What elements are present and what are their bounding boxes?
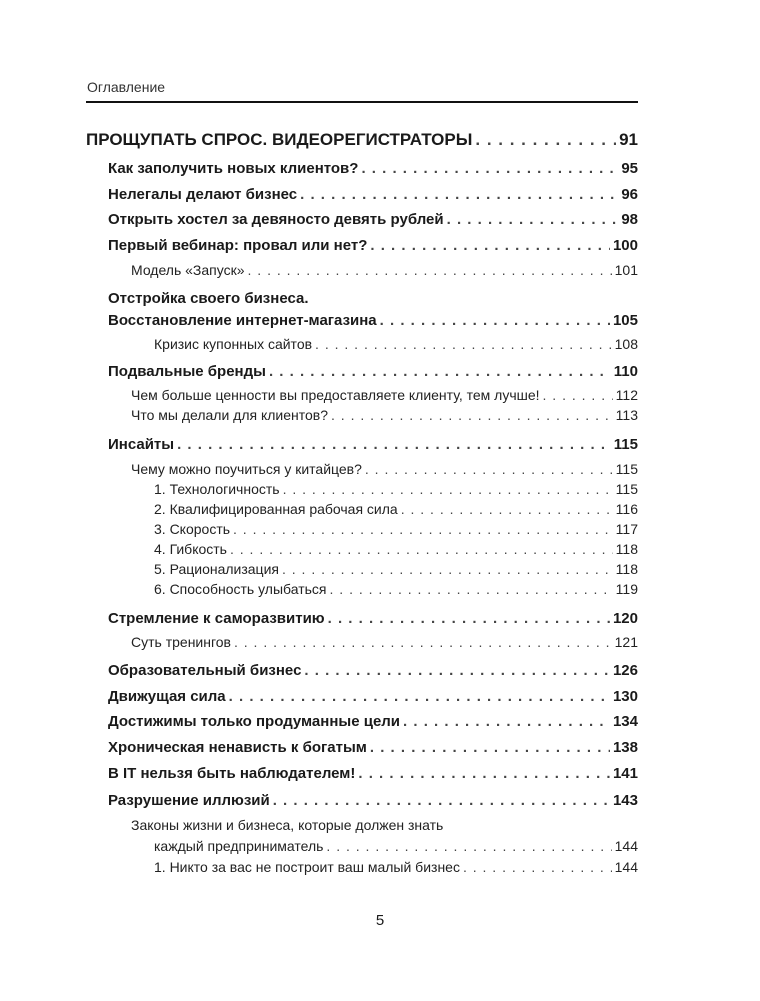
toc-leader-dots	[403, 713, 610, 730]
toc-leader-dots	[328, 610, 610, 627]
toc-subentry	[154, 521, 638, 537]
toc-entry	[108, 713, 638, 730]
toc-entry-page: 113	[615, 407, 638, 423]
toc-subentry	[131, 262, 638, 278]
toc-entry-title: 6. Способность улыбаться	[154, 581, 327, 597]
toc-entry-page: 144	[614, 859, 638, 875]
toc-leader-dots	[358, 765, 610, 782]
toc-leader-dots	[370, 739, 610, 756]
header-rule	[86, 101, 638, 103]
toc-entry-page: 105	[612, 312, 638, 329]
toc-entry-title: Движущая сила	[108, 688, 226, 705]
toc-leader-dots	[269, 363, 611, 380]
toc-leader-dots	[248, 262, 612, 278]
toc-entry-title: Достижимы только продуманные цели	[108, 713, 401, 730]
toc-leader-dots	[273, 792, 610, 809]
toc-entry-title: ПРОЩУПАТЬ СПРОС. ВИДЕОРЕГИСТРАТОРЫ	[86, 130, 473, 149]
toc-entry-title: Модель «Запуск»	[131, 262, 245, 278]
toc-entry-page: 91	[619, 130, 638, 149]
toc-entry-page: 134	[612, 713, 638, 730]
toc-leader-dots	[401, 501, 613, 517]
toc-subentry	[154, 838, 638, 854]
toc-leader-dots	[177, 436, 611, 453]
toc-entry-title: Разрушение иллюзий	[108, 792, 270, 809]
toc-leader-dots	[233, 521, 613, 537]
toc-entry-title: Суть тренингов	[131, 634, 231, 650]
toc-entry-title: Открыть хостел за девяносто девять рублей	[108, 211, 444, 228]
toc-subentry	[131, 387, 638, 403]
toc-entry-page: 108	[614, 336, 638, 352]
toc-leader-dots	[447, 211, 619, 228]
toc-entry-page: 117	[615, 521, 638, 537]
toc-entry-page: 116	[615, 501, 638, 517]
toc-entry-page: 98	[621, 211, 638, 228]
toc-entry-title: 1. Никто за вас не построит ваш малый бизнес	[154, 859, 460, 875]
toc-entry-title: Стремление к саморазвитию	[108, 610, 325, 627]
toc-entry	[108, 237, 638, 254]
toc-leader-dots	[315, 336, 612, 352]
toc-leader-dots	[361, 160, 618, 177]
toc-subentry	[154, 541, 638, 557]
toc-entry	[108, 765, 638, 782]
toc-entry-page: 115	[615, 481, 638, 497]
toc-entry-page: 119	[615, 581, 638, 597]
page-number: 5	[375, 912, 385, 929]
toc-entry	[108, 792, 638, 809]
toc-leader-dots	[365, 461, 613, 477]
toc-entry-page: 95	[621, 160, 638, 177]
toc-leader-dots	[463, 859, 612, 875]
toc-part-title	[86, 130, 638, 150]
toc-subentry	[154, 581, 638, 597]
toc-entry-title: Подвальные бренды	[108, 363, 266, 380]
toc-entry-title: 1. Технологичность	[154, 481, 280, 497]
toc-entry-page: 100	[612, 237, 638, 254]
toc-entry-page: 96	[621, 186, 638, 203]
toc-entry	[108, 436, 638, 453]
toc-leader-dots	[230, 541, 613, 557]
toc-subentry	[131, 634, 638, 650]
toc-entry-page: 110	[613, 363, 638, 380]
toc-entry-title: Нелегалы делают бизнес	[108, 186, 298, 203]
toc-entry	[108, 363, 638, 380]
toc-leader-dots	[380, 312, 610, 329]
toc-entry	[108, 312, 638, 329]
toc-leader-dots	[300, 186, 618, 203]
toc-leader-dots	[283, 481, 613, 497]
toc-subentry	[131, 461, 638, 477]
toc-entry-title: В IT нельзя быть наблюдателем!	[108, 765, 356, 782]
toc-entry-title: каждый предприниматель	[154, 838, 324, 854]
toc-entry-title: Первый вебинар: провал или нет?	[108, 237, 368, 254]
toc-subentry	[154, 561, 638, 577]
toc-entry-title: 5. Рационализация	[154, 561, 279, 577]
running-head: Оглавление	[87, 79, 166, 95]
toc-subentry	[154, 859, 638, 875]
toc-subentry	[154, 501, 638, 517]
toc-entry	[108, 739, 638, 756]
toc-entry-page: 121	[614, 634, 638, 650]
toc-leader-dots	[326, 838, 611, 854]
toc-leader-dots	[282, 561, 613, 577]
toc-leader-dots	[330, 581, 613, 597]
toc-entry-title-line1: Законы жизни и бизнеса, которые должен знать	[131, 817, 444, 833]
toc-entry-page: 120	[612, 610, 638, 627]
toc-leader-dots	[229, 688, 610, 705]
toc-entry-page: 101	[614, 262, 638, 278]
toc-leader-dots	[234, 634, 612, 650]
toc-entry-title: Чему можно поучиться у китайцев?	[131, 461, 362, 477]
toc-entry	[108, 610, 638, 627]
toc-entry-page: 126	[612, 662, 638, 679]
toc-entry-page: 112	[615, 387, 638, 403]
toc-entry-page: 115	[613, 436, 638, 453]
toc-subentry	[154, 481, 638, 497]
toc-leader-dots	[331, 407, 613, 423]
toc-entry	[108, 211, 638, 228]
toc-leader-dots	[304, 662, 610, 679]
toc-entry-page: 118	[615, 541, 638, 557]
toc-entry-page: 144	[614, 838, 638, 854]
toc-entry-title: 3. Скорость	[154, 521, 231, 537]
toc-subentry	[154, 336, 638, 352]
toc-entry-page: 130	[612, 688, 638, 705]
toc-entry	[108, 688, 638, 705]
toc-entry-page: 141	[612, 765, 638, 782]
toc-entry-title: Хроническая ненависть к богатым	[108, 739, 367, 756]
toc-entry	[108, 186, 638, 203]
toc-entry-title: 4. Гибкость	[154, 541, 227, 557]
toc-leader-dots	[370, 237, 610, 254]
toc-entry-page: 143	[612, 792, 638, 809]
toc-entry-title: Чем больше ценности вы предоставляете клиенту, тем лучше!	[131, 387, 540, 403]
toc-entry-title: 2. Квалифицированная рабочая сила	[154, 501, 398, 517]
toc-entry-title: Инсайты	[108, 436, 175, 453]
toc-leader-dots	[543, 387, 613, 403]
toc-entry	[108, 662, 638, 679]
toc-entry-title: Кризис купонных сайтов	[154, 336, 313, 352]
toc-entry-page: 118	[615, 561, 638, 577]
toc-entry-title-line1: Отстройка своего бизнеса.	[108, 290, 309, 307]
toc-entry-title: Что мы делали для клиентов?	[131, 407, 329, 423]
toc-entry-title: Как заполучить новых клиентов?	[108, 160, 359, 177]
toc-subentry	[131, 407, 638, 423]
toc-leader-dots	[475, 130, 616, 150]
toc-entry	[108, 160, 638, 177]
toc-entry-page: 115	[615, 461, 638, 477]
toc-entry-title: Образовательный бизнес	[108, 662, 302, 679]
toc-entry-page: 138	[612, 739, 638, 756]
toc-entry-title: Восстановление интернет-магазина	[108, 312, 377, 329]
